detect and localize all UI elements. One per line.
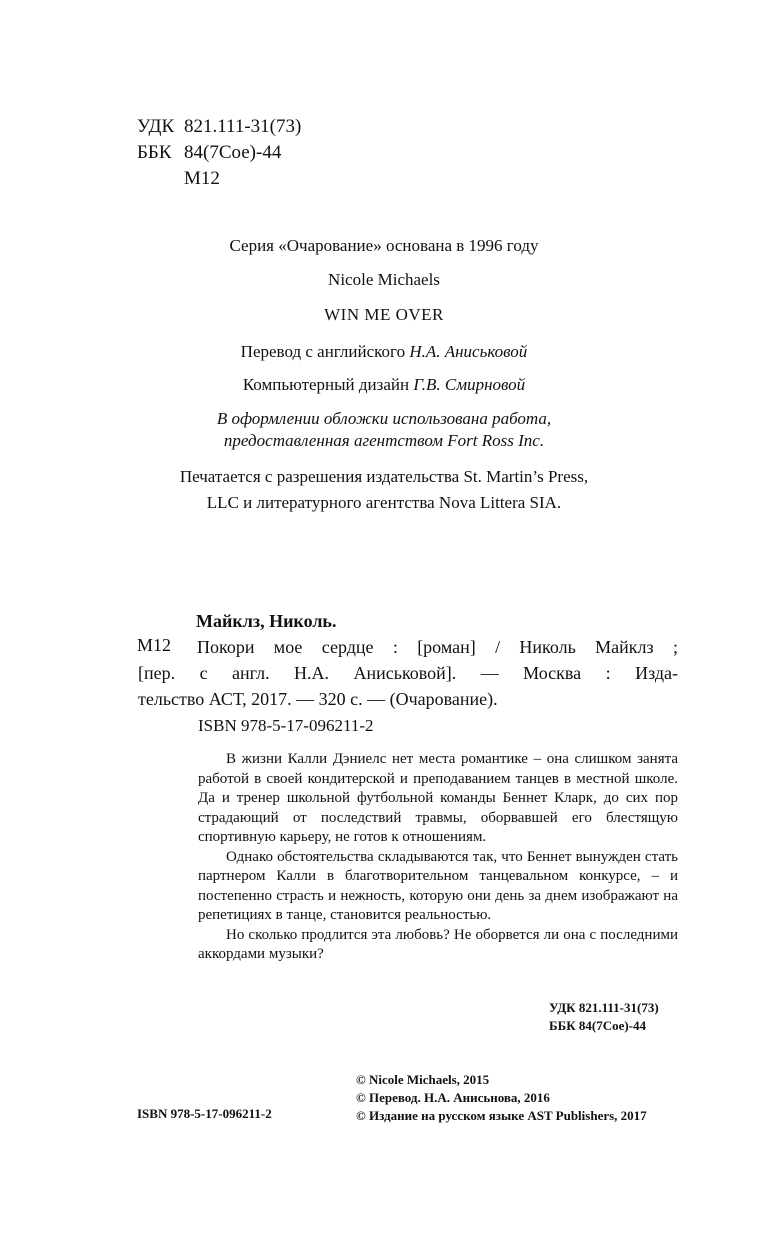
bbk-value: 84(7Сое)-44	[184, 142, 282, 163]
annotation-paragraph: Однако обстоятельства складываются так, что Беннет вынужден стать партнером Калли в благотворительном танцевальном конкурсе, – и постепенно страсть и нежность, которую они день за днем изображают на репетициях в танце, становится реальностью.	[198, 848, 678, 923]
original-title: WIN ME OVER	[324, 305, 444, 324]
copyright-line: © Издание на русском языке AST Publishers, 2017	[356, 1108, 647, 1123]
udk-value: 821.111-31(73)	[184, 116, 302, 137]
copyright-line: © Nicole Michaels, 2015	[356, 1072, 490, 1087]
original-author: Nicole Michaels	[328, 270, 440, 289]
design-credit	[0, 374, 768, 396]
annotation-paragraph: В жизни Калли Дэниелс нет места романтике – она слишком занята работой в своей кондитерской и преподаванием танцев в местной школе. Да и тренер школьной футбольной команды Беннет Кларк, до сих пор страдающий от последствий травмы, оборвавшей его блестящую спортивную карьеру, не готов к отношениям.	[198, 751, 678, 845]
permission-notice	[0, 464, 768, 516]
cover-credit-line-2: предоставленная агентством Fort Ross Inc.	[223, 431, 545, 450]
translator-name: Н.А. Аниськовой	[409, 342, 528, 361]
translation-prefix: Перевод с английского	[240, 342, 410, 361]
biblio-author-heading: Майклз, Николь.	[196, 611, 337, 631]
biblio-description	[138, 634, 678, 712]
biblio-author-mark: М12	[137, 635, 172, 655]
series-line: Серия «Очарование» основана в 1996 году	[229, 236, 539, 255]
annotation-paragraph: Но сколько продлится эта любовь? Не оборвется ли она с последними аккордами музыки?	[198, 926, 678, 962]
permission-line-2: LLC и литературного агентства Nova Littera SIA.	[206, 493, 562, 512]
footer-udk: УДК 821.111-31(73)	[549, 1000, 659, 1015]
cover-credit-line-1: В оформлении обложки использована работа,	[216, 409, 552, 428]
biblio-description-line: [пер. с англ. Н.А. Аниськовой]. — Москва : Изда-	[138, 663, 678, 683]
footer-codes	[549, 999, 659, 1035]
copyright-block	[356, 1071, 647, 1125]
udk-label: УДК	[137, 116, 175, 137]
copyright-line: © Перевод. Н.А. Анисьнова, 2016	[356, 1090, 550, 1105]
bbk-code	[137, 140, 301, 166]
biblio-description-line: тельство АСТ, 2017. — 320 с. — (Очарование).	[138, 689, 498, 709]
footer-isbn: ISBN 978-5-17-096211-2	[137, 1106, 272, 1121]
translation-credit	[0, 341, 768, 363]
udk-code	[137, 114, 301, 140]
author-mark	[137, 166, 301, 192]
design-prefix: Компьютерный дизайн	[242, 375, 414, 394]
annotation	[198, 750, 678, 965]
permission-line-1: Печатается с разрешения издательства St. Martin’s Press,	[179, 467, 589, 486]
biblio-isbn: ISBN 978-5-17-096211-2	[198, 716, 374, 735]
author-mark-value: М12	[184, 168, 220, 189]
biblio-description-line: Покори мое сердце : [роман] / Николь Майклз ;	[197, 637, 678, 657]
cover-credit	[0, 408, 768, 452]
classification-codes	[137, 114, 301, 192]
footer-bbk: ББК 84(7Сое)-44	[549, 1018, 647, 1033]
designer-name: Г.В. Смирновой	[413, 375, 526, 394]
bbk-label: ББК	[137, 142, 172, 163]
